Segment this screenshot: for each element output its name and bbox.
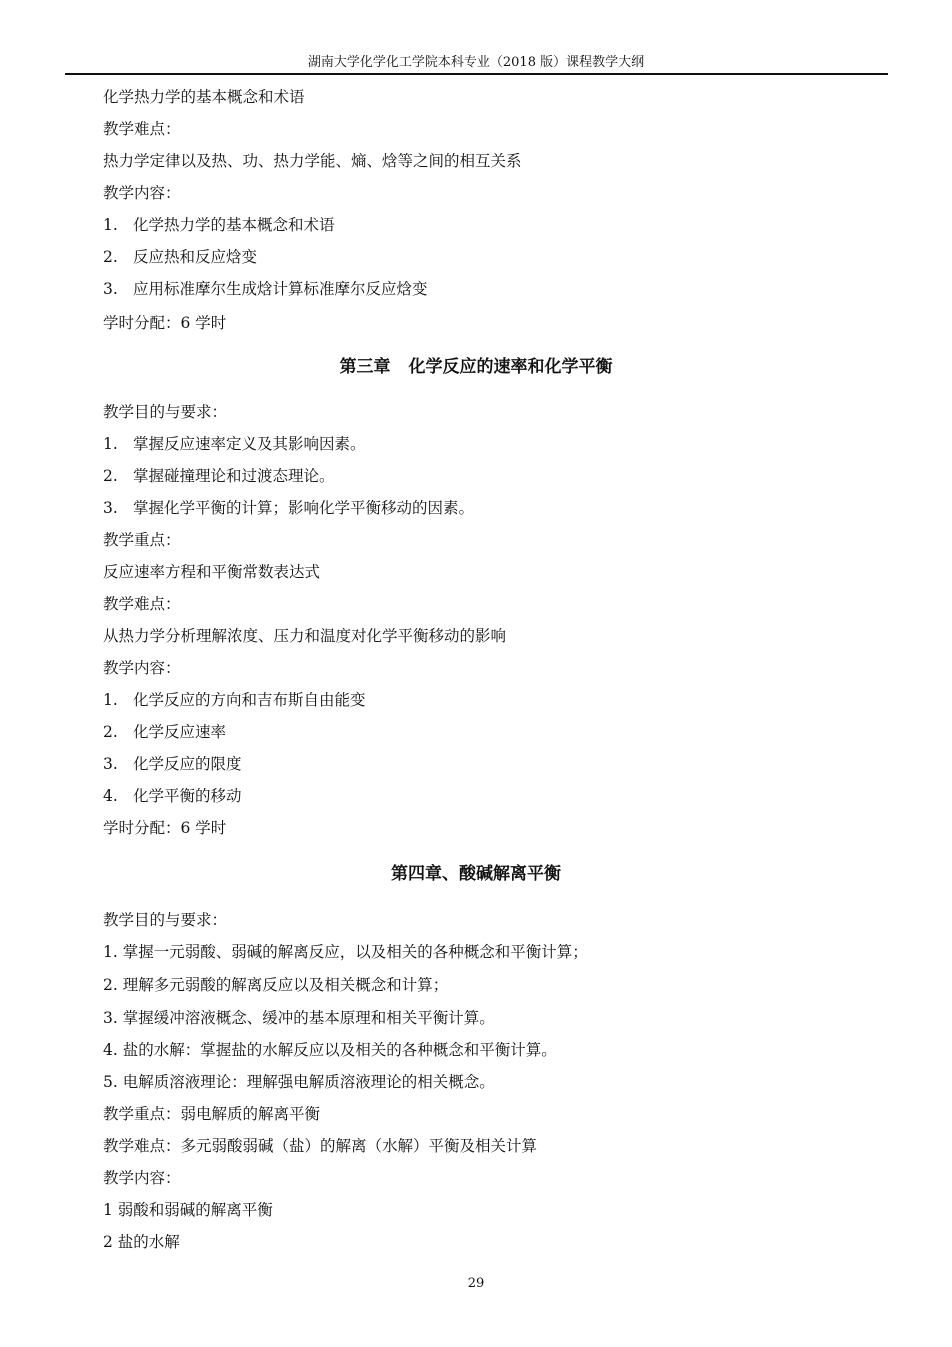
page-number: 29	[467, 1276, 485, 1291]
list-item	[103, 247, 257, 267]
chapter-3-number: 第三章	[339, 357, 391, 377]
list-item-number: 2.	[103, 467, 118, 485]
list-item	[103, 466, 335, 486]
key-text: 反应速率方程和平衡常数表达式	[103, 563, 321, 581]
list-item-text: 化学热力学的基本概念和术语	[133, 216, 335, 234]
chapter-3-title	[0, 356, 952, 378]
list-item-number: 3.	[103, 499, 118, 517]
list-item-number: 1.	[103, 216, 118, 234]
difficulty-line: 教学难点：多元弱酸弱碱（盐）的解离（水解）平衡及相关计算	[103, 1137, 538, 1155]
list-item	[103, 690, 366, 710]
key-label: 教学重点：	[103, 531, 181, 549]
list-item-text: 化学反应的方向和吉布斯自由能变	[133, 691, 366, 709]
list-item: 4. 盐的水解：掌握盐的水解反应以及相关的各种概念和平衡计算。	[103, 1041, 557, 1059]
list-item	[103, 722, 226, 742]
header-rule	[65, 73, 888, 75]
list-item-text: 化学平衡的移动	[133, 787, 242, 805]
list-item: 1. 掌握一元弱酸、弱碱的解离反应，以及相关的各种概念和平衡计算；	[103, 943, 588, 961]
list-item-number: 3.	[103, 755, 118, 773]
list-item-text: 反应热和反应焓变	[133, 248, 258, 266]
list-item-text: 化学反应速率	[133, 723, 227, 741]
hours-allocation: 学时分配：6 学时	[103, 819, 227, 837]
list-item-number: 2.	[103, 248, 118, 266]
hours-allocation: 学时分配：6 学时	[103, 314, 227, 332]
goals-label: 教学目的与要求：	[103, 403, 228, 421]
difficulty-text: 从热力学分析理解浓度、压力和温度对化学平衡移动的影响	[103, 627, 507, 645]
list-item-text: 化学反应的限度	[133, 755, 242, 773]
key-point-text: 化学热力学的基本概念和术语	[103, 88, 305, 106]
key-line: 教学重点：弱电解质的解离平衡	[103, 1105, 321, 1123]
content-label: 教学内容：	[103, 184, 181, 202]
running-header: 湖南大学化学化工学院本科专业（2018 版）课程教学大纲	[307, 55, 645, 70]
list-item-number: 3.	[103, 280, 118, 298]
list-item-text: 掌握化学平衡的计算；影响化学平衡移动的因素。	[133, 499, 475, 517]
list-item	[103, 215, 335, 235]
difficulty-text: 热力学定律以及热、功、热力学能、熵、焓等之间的相互关系	[103, 152, 522, 170]
goals-label: 教学目的与要求：	[103, 911, 228, 929]
list-item: 1 弱酸和弱碱的解离平衡	[103, 1201, 273, 1219]
chapter-3-name: 化学反应的速率和化学平衡	[408, 357, 613, 377]
list-item	[103, 279, 428, 299]
list-item: 2. 理解多元弱酸的解离反应以及相关概念和计算；	[103, 976, 449, 994]
content-label: 教学内容：	[103, 1169, 181, 1187]
list-item-number: 4.	[103, 787, 118, 805]
difficulty-label: 教学难点：	[103, 595, 181, 613]
list-item: 2 盐的水解	[103, 1233, 180, 1251]
list-item	[103, 786, 242, 806]
list-item: 3. 掌握缓冲溶液概念、缓冲的基本原理和相关平衡计算。	[103, 1009, 495, 1027]
list-item	[103, 434, 366, 454]
list-item-text: 应用标准摩尔生成焓计算标准摩尔反应焓变	[133, 280, 428, 298]
list-item-text: 掌握反应速率定义及其影响因素。	[133, 435, 366, 453]
list-item	[103, 498, 474, 518]
list-item: 5. 电解质溶液理论：理解强电解质溶液理论的相关概念。	[103, 1073, 495, 1091]
list-item-number: 1.	[103, 691, 118, 709]
list-item-text: 掌握碰撞理论和过渡态理论。	[133, 467, 335, 485]
chapter-4-title: 第四章、酸碱解离平衡	[391, 864, 561, 884]
difficulty-label: 教学难点：	[103, 120, 181, 138]
list-item	[103, 754, 242, 774]
list-item-number: 1.	[103, 435, 118, 453]
content-label: 教学内容：	[103, 659, 181, 677]
list-item-number: 2.	[103, 723, 118, 741]
